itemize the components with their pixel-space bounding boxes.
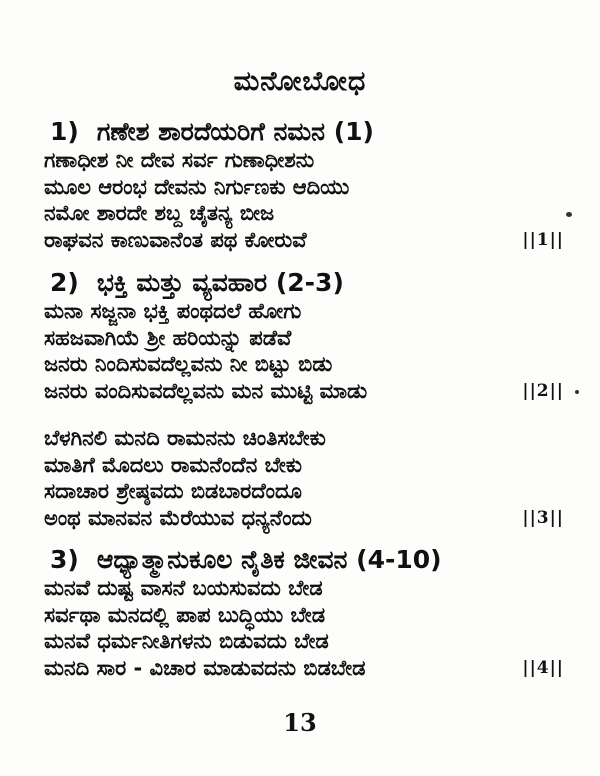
verse-line: ಮನವೆ ಧರ್ಮನೀತಿಗಳನು ಬಿಡುವದು ಬೇಡ [44,629,329,653]
verse-line-text: ರಾಘವನ ಕಾಣುವಾನೆಂತ ಪಥ ಕೋರುವೆ [44,227,307,252]
verse-block-2 [44,268,574,404]
verse-number: ||2|| [522,380,564,401]
section-number: 1) [50,117,79,146]
verse-block-4 [44,545,574,681]
verse-line-last [44,227,574,254]
section-heading [44,545,574,575]
scan-speck [575,390,579,394]
verse-line: ಗಣಾಧೀಶ ನೀ ದೇವ ಸರ್ವ ಗುಣಾಧೀಶನು [44,148,315,172]
verse-line: ಮನಾ ಸಜ್ಜನಾ ಭಕ್ತಿ ಪಂಥದಲೆ ಹೋಗು [44,299,302,323]
verse-line-last [44,655,574,682]
section-heading [44,268,574,298]
section-title: ಭಕ್ತಿ ಮತ್ತು ವ್ಯವಹಾರ (2-3) [96,268,344,297]
page-title: ಮನೋಬೋಧ [233,66,367,97]
page-number: 13 [283,708,317,737]
verse-line: ಮೂಲ ಆರಂಭ ದೇವನು ನಿರ್ಗುಣಕು ಆದಿಯು [44,174,350,199]
section-title: ಗಣೇಶ ಶಾರದೆಯರಿಗೆ ನಮನ (1) [96,117,374,146]
verse-line: ಸಹಜವಾಗಿಯೆ ಶ್ರೀ ಹರಿಯನ್ನು ಪಡೆವೆ [44,325,292,350]
verse-number: ||3|| [522,507,564,528]
verse-line: ಸದಾಚಾರ ಶ್ರೇಷ್ಠವದು ಬಿಡಬಾರದೆಂದೂ [44,479,302,503]
verse-line-text: ಜನರು ವಂದಿಸುವದೆಲ್ಲವನು ಮನ ಮುಟ್ಟಿ ಮಾಡು [44,378,368,403]
verse-line: ನಮೋ ಶಾರದೇ ಶಬ್ದ ಚೈತನ್ಯ ಬೀಜ [44,201,275,225]
verse-block-1 [44,117,574,253]
section-title: ಆಧ್ಯಾತ್ಮಾನುಕೂಲ ನೈತಿಕ ಜೀವನ (4-10) [96,545,442,574]
verse-line-text: ಅಂಥ ಮಾನವನ ಮೆರೆಯುವ ಧನ್ಯನೆಂದು [44,505,312,530]
section-number: 3) [50,545,79,574]
verse-line: ಮಾತಿಗೆ ಮೊದಲು ರಾಮನೆಂದೆನ ಬೇಕು [44,452,302,477]
verse-number: ||1|| [522,229,564,250]
verse-line-last [44,378,574,405]
verse-number: ||4|| [522,657,564,678]
section-heading [44,117,574,147]
section-number: 2) [50,268,79,297]
scan-speck [566,212,572,217]
verse-line: ಸರ್ವಥಾ ಮನದಲ್ಲಿ ಪಾಪ ಬುದ್ಧಿಯು ಬೇಡ [44,602,326,627]
verse-line: ಬೆಳಗಿನಲಿ ಮನದಿ ರಾಮನನು ಚಿಂತಿಸಬೇಕು [44,426,326,450]
verse-line-text: ಮನದಿ ಸಾರ - ವಿಚಾರ ಮಾಡುವದನು ಬಿಡಬೇಡ [44,655,366,680]
verse-line: ಮನವೆ ದುಷ್ಟ ವಾಸನೆ ಬಯಸುವದು ಬೇಡ [44,576,323,600]
verse-line-last [44,505,574,532]
verse-line: ಜನರು ನಿಂದಿಸುವದೆಲ್ಲವನು ನೀ ಬಿಟ್ಟು ಬಿಡು [44,352,333,376]
verse-block-3 [44,425,574,531]
